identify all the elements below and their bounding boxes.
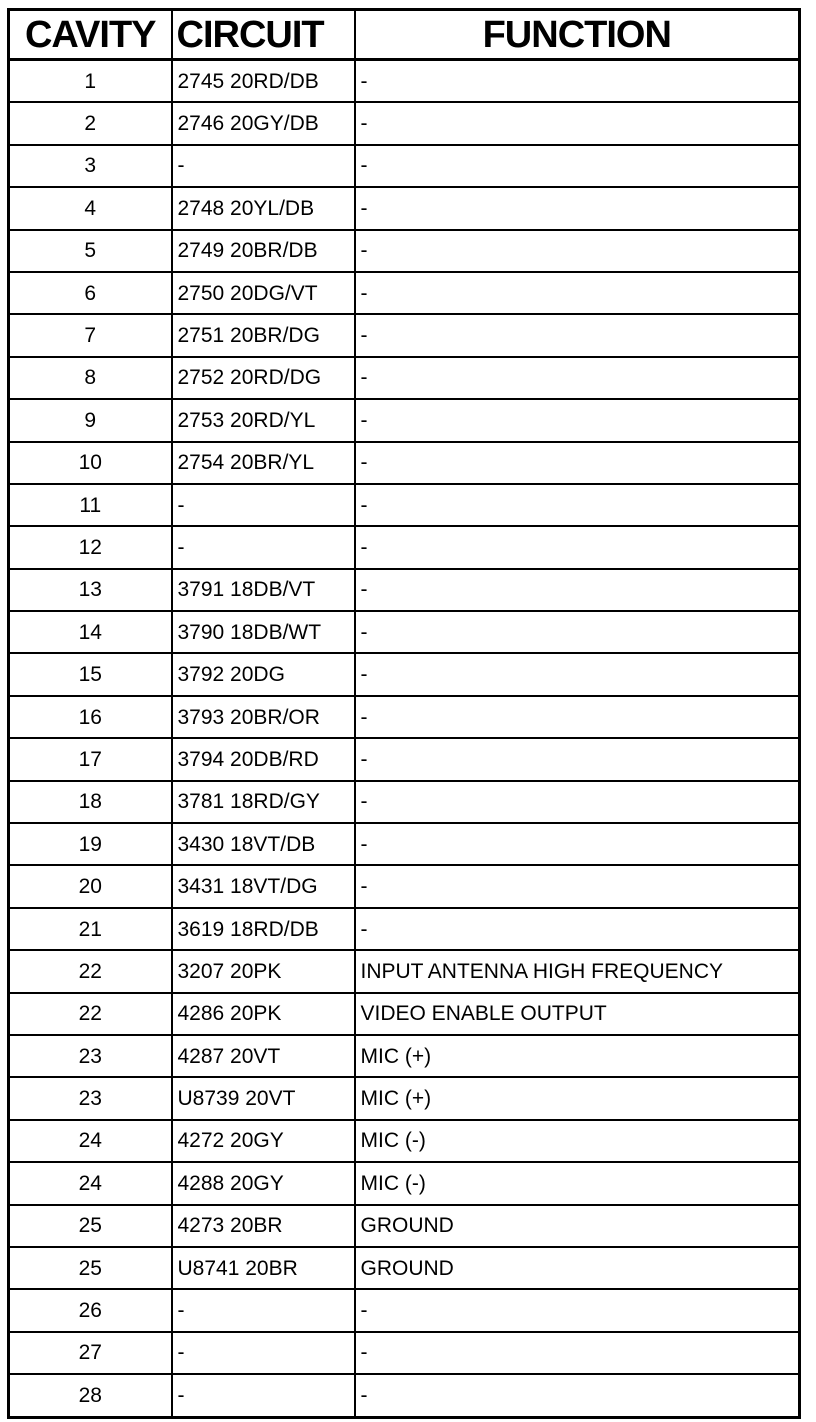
circuit-cell: 3207 20PK xyxy=(172,950,355,992)
table-row xyxy=(9,950,800,992)
circuit-cell: 3793 20BR/OR xyxy=(172,696,355,738)
table-row xyxy=(9,1205,800,1247)
cavity-cell: 8 xyxy=(9,357,172,399)
function-cell: - xyxy=(355,314,800,356)
cavity-cell: 3 xyxy=(9,145,172,187)
connector-pinout-table xyxy=(7,8,801,1419)
function-cell: - xyxy=(355,145,800,187)
table-row xyxy=(9,272,800,314)
circuit-cell: - xyxy=(172,1332,355,1374)
cavity-cell: 24 xyxy=(9,1162,172,1204)
table-row xyxy=(9,1162,800,1204)
cavity-cell: 4 xyxy=(9,187,172,229)
cavity-cell: 7 xyxy=(9,314,172,356)
table-row xyxy=(9,696,800,738)
function-cell: MIC (-) xyxy=(355,1162,800,1204)
cavity-cell: 9 xyxy=(9,399,172,441)
table-row xyxy=(9,1077,800,1119)
circuit-cell: 2753 20RD/YL xyxy=(172,399,355,441)
circuit-cell: 3431 18VT/DG xyxy=(172,865,355,907)
table-row xyxy=(9,230,800,272)
table-row xyxy=(9,823,800,865)
function-cell: - xyxy=(355,272,800,314)
circuit-cell: 4273 20BR xyxy=(172,1205,355,1247)
circuit-cell: 2745 20RD/DB xyxy=(172,60,355,103)
table-row xyxy=(9,569,800,611)
circuit-cell: - xyxy=(172,526,355,568)
cavity-cell: 12 xyxy=(9,526,172,568)
function-cell: - xyxy=(355,484,800,526)
circuit-cell: 3790 18DB/WT xyxy=(172,611,355,653)
function-cell: INPUT ANTENNA HIGH FREQUENCY xyxy=(355,950,800,992)
function-cell: - xyxy=(355,653,800,695)
function-cell: - xyxy=(355,1374,800,1417)
table-row xyxy=(9,102,800,144)
circuit-cell: - xyxy=(172,1289,355,1331)
function-cell: MIC (-) xyxy=(355,1120,800,1162)
function-cell: - xyxy=(355,60,800,103)
cavity-cell: 20 xyxy=(9,865,172,907)
function-cell: - xyxy=(355,569,800,611)
cavity-cell: 6 xyxy=(9,272,172,314)
function-cell: - xyxy=(355,781,800,823)
cavity-cell: 2 xyxy=(9,102,172,144)
function-cell: MIC (+) xyxy=(355,1077,800,1119)
header-function: FUNCTION xyxy=(355,10,800,60)
header-row xyxy=(9,10,800,60)
table-row xyxy=(9,908,800,950)
function-cell: GROUND xyxy=(355,1205,800,1247)
circuit-cell: 2749 20BR/DB xyxy=(172,230,355,272)
circuit-cell: U8739 20VT xyxy=(172,1077,355,1119)
function-cell: - xyxy=(355,399,800,441)
function-cell: - xyxy=(355,1332,800,1374)
cavity-cell: 19 xyxy=(9,823,172,865)
circuit-cell: 2752 20RD/DG xyxy=(172,357,355,399)
header-cavity: CAVITY xyxy=(9,10,172,60)
circuit-cell: 3781 18RD/GY xyxy=(172,781,355,823)
circuit-cell: 2746 20GY/DB xyxy=(172,102,355,144)
function-cell: - xyxy=(355,696,800,738)
function-cell: - xyxy=(355,908,800,950)
table-row xyxy=(9,1035,800,1077)
circuit-cell: 4287 20VT xyxy=(172,1035,355,1077)
circuit-cell: 2750 20DG/VT xyxy=(172,272,355,314)
table-row xyxy=(9,526,800,568)
circuit-cell: 3619 18RD/DB xyxy=(172,908,355,950)
cavity-cell: 27 xyxy=(9,1332,172,1374)
circuit-cell: 2751 20BR/DG xyxy=(172,314,355,356)
circuit-cell: 2754 20BR/YL xyxy=(172,442,355,484)
table-row xyxy=(9,781,800,823)
cavity-cell: 17 xyxy=(9,738,172,780)
table-row xyxy=(9,399,800,441)
function-cell: MIC (+) xyxy=(355,1035,800,1077)
function-cell: GROUND xyxy=(355,1247,800,1289)
cavity-cell: 13 xyxy=(9,569,172,611)
table-row xyxy=(9,993,800,1035)
table-row xyxy=(9,1247,800,1289)
cavity-cell: 22 xyxy=(9,950,172,992)
cavity-cell: 11 xyxy=(9,484,172,526)
function-cell: - xyxy=(355,1289,800,1331)
function-cell: - xyxy=(355,102,800,144)
cavity-cell: 22 xyxy=(9,993,172,1035)
cavity-cell: 16 xyxy=(9,696,172,738)
table-row xyxy=(9,314,800,356)
circuit-cell: 3430 18VT/DB xyxy=(172,823,355,865)
function-cell: - xyxy=(355,357,800,399)
table-row xyxy=(9,484,800,526)
table-row xyxy=(9,611,800,653)
circuit-cell: - xyxy=(172,145,355,187)
circuit-cell: 4286 20PK xyxy=(172,993,355,1035)
cavity-cell: 14 xyxy=(9,611,172,653)
table-row xyxy=(9,187,800,229)
table-header xyxy=(9,10,800,60)
table-row xyxy=(9,1289,800,1331)
function-cell: - xyxy=(355,187,800,229)
cavity-cell: 21 xyxy=(9,908,172,950)
function-cell: - xyxy=(355,442,800,484)
circuit-cell: 3791 18DB/VT xyxy=(172,569,355,611)
circuit-cell: 4288 20GY xyxy=(172,1162,355,1204)
circuit-cell: - xyxy=(172,484,355,526)
function-cell: VIDEO ENABLE OUTPUT xyxy=(355,993,800,1035)
circuit-cell: 3794 20DB/RD xyxy=(172,738,355,780)
table-row xyxy=(9,1120,800,1162)
cavity-cell: 25 xyxy=(9,1247,172,1289)
function-cell: - xyxy=(355,611,800,653)
cavity-cell: 28 xyxy=(9,1374,172,1417)
cavity-cell: 18 xyxy=(9,781,172,823)
circuit-cell: U8741 20BR xyxy=(172,1247,355,1289)
cavity-cell: 1 xyxy=(9,60,172,103)
table-row xyxy=(9,865,800,907)
table-row xyxy=(9,442,800,484)
cavity-cell: 23 xyxy=(9,1077,172,1119)
cavity-cell: 24 xyxy=(9,1120,172,1162)
table-row xyxy=(9,653,800,695)
function-cell: - xyxy=(355,823,800,865)
table-row xyxy=(9,738,800,780)
circuit-cell: 3792 20DG xyxy=(172,653,355,695)
cavity-cell: 5 xyxy=(9,230,172,272)
circuit-cell: 2748 20YL/DB xyxy=(172,187,355,229)
table-row xyxy=(9,145,800,187)
cavity-cell: 23 xyxy=(9,1035,172,1077)
function-cell: - xyxy=(355,526,800,568)
function-cell: - xyxy=(355,230,800,272)
header-circuit: CIRCUIT xyxy=(172,10,355,60)
cavity-cell: 25 xyxy=(9,1205,172,1247)
circuit-cell: - xyxy=(172,1374,355,1417)
function-cell: - xyxy=(355,865,800,907)
cavity-cell: 10 xyxy=(9,442,172,484)
function-cell: - xyxy=(355,738,800,780)
circuit-cell: 4272 20GY xyxy=(172,1120,355,1162)
table-row xyxy=(9,60,800,103)
table-body xyxy=(9,60,800,1418)
table-row xyxy=(9,1332,800,1374)
cavity-cell: 26 xyxy=(9,1289,172,1331)
table-row xyxy=(9,1374,800,1417)
table-row xyxy=(9,357,800,399)
cavity-cell: 15 xyxy=(9,653,172,695)
